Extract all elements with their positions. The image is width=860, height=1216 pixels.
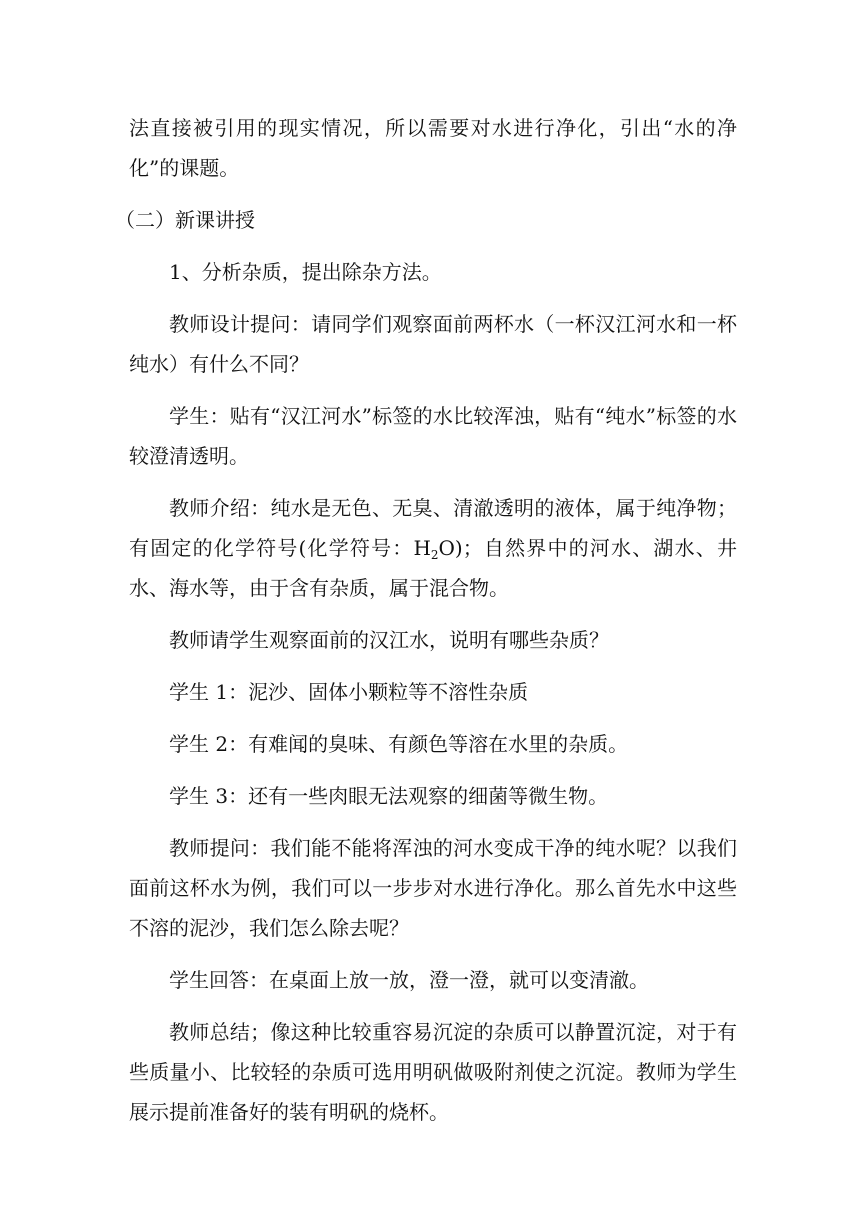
- paragraph-teacher-question-2: 教师提问：我们能不能将浑浊的河水变成干净的纯水呢？以我们面前这杯水为例，我们可以一步步对水进行净化。那么首先水中这些不溶的泥沙，我们怎么除去呢？: [129, 836, 737, 940]
- section-heading: （二）新课讲授: [115, 208, 255, 232]
- step-heading: 1、分析杂质，提出除杂方法。: [169, 260, 442, 284]
- paragraph-student-1: 学生 1：泥沙、固体小颗粒等不溶性杂质: [169, 680, 529, 704]
- paragraph-student-2: 学生 2：有难闻的臭味、有颜色等溶在水里的杂质。: [169, 732, 629, 756]
- paragraph-student-answer: 学生：贴有“汉江河水”标签的水比较浑浊，贴有“纯水”标签的水较澄清透明。: [129, 404, 737, 468]
- teacher-intro-text: 教师介绍：纯水是无色、无臭、清澈透明的液体，属于纯净物；有固定的化学符号(化学符号：H: [129, 496, 737, 560]
- formula-subscript: 2: [430, 548, 439, 562]
- paragraph-intro-continued: 法直接被引用的现实情况，所以需要对水进行净化，引出“水的净化”的课题。: [129, 116, 737, 180]
- paragraph-student-3: 学生 3：还有一些肉眼无法观察的细菌等微生物。: [169, 784, 609, 808]
- paragraph-teacher-question: 教师设计提问：请同学们观察面前两杯水（一杯汉江河水和一杯纯水）有什么不同？: [129, 312, 737, 376]
- paragraph-teacher-request: 教师请学生观察面前的汉江水，说明有哪些杂质？: [169, 628, 609, 652]
- paragraph-teacher-intro: [129, 488, 737, 608]
- document-body: [115, 108, 737, 1132]
- paragraph-student-answer-2: 学生回答：在桌面上放一放，澄一澄，就可以变清澈。: [169, 968, 649, 992]
- paragraph-teacher-summary: 教师总结；像这种比较重容易沉淀的杂质可以静置沉淀，对于有些质量小、比较轻的杂质可选用明矾做吸附剂使之沉淀。教师为学生展示提前准备好的装有明矾的烧杯。: [129, 1020, 737, 1124]
- teacher-intro-text-rest: O)；自然界中的河水、湖水、井水、海水等，由于含有杂质，属于混合物。: [129, 536, 737, 600]
